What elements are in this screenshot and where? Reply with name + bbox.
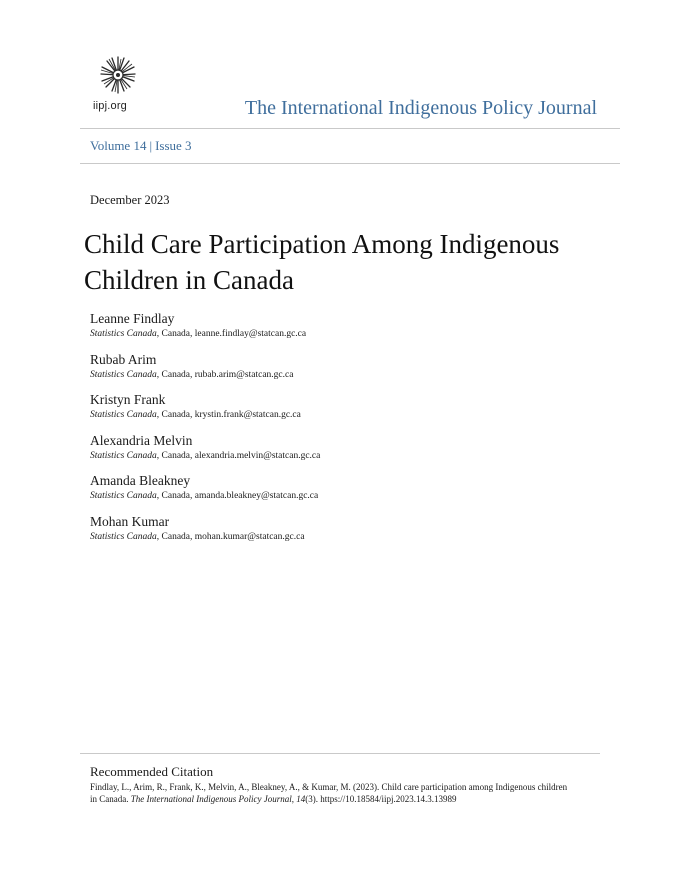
author-name: Leanne Findlay: [90, 311, 175, 326]
author-contact[interactable]: , Canada, leanne.findlay@statcan.gc.ca: [156, 329, 307, 339]
author-name: Mohan Kumar: [90, 513, 170, 529]
author-org: Statistics Canada: [90, 329, 157, 339]
author-affiliation: [90, 531, 610, 543]
author-affiliation: [90, 450, 610, 462]
author-name: Kristyn Frank: [90, 392, 166, 407]
author-contact[interactable]: , Canada, rubab.arim@statcan.gc.ca: [156, 369, 294, 380]
author-org: Statistics Canada: [90, 450, 157, 461]
citation-body: Findlay, L., Arim, R., Frank, K., Melvin, A., Bleakney, A., & Kumar, M. (2023). Child care participation among Indigenous children in Canada.: [90, 782, 568, 804]
citation-label: Recommended Citation: [90, 764, 214, 779]
sunburst-logo-icon: [99, 55, 137, 95]
header-divider-bottom: [80, 163, 620, 164]
journal-logo[interactable]: [93, 55, 143, 115]
volume-link[interactable]: Volume 14: [90, 138, 147, 153]
author-entry: [90, 472, 610, 513]
citation-journal: The International Indigenous Policy Journal, 14: [130, 793, 306, 804]
author-contact[interactable]: , Canada, mohan.kumar@statcan.gc.ca: [156, 531, 305, 542]
author-entry: [90, 351, 610, 392]
issue-info: [90, 138, 192, 154]
author-contact[interactable]: , Canada, krystin.frank@statcan.gc.ca: [156, 410, 301, 420]
publication-date: December 2023: [90, 193, 170, 207]
logo-text: iipj.org: [93, 100, 128, 112]
citation-text: [90, 782, 570, 805]
author-affiliation: [90, 369, 610, 381]
author-affiliation: [90, 409, 610, 421]
author-contact[interactable]: , Canada, alexandria.melvin@statcan.gc.ca: [156, 450, 321, 461]
author-name: Rubab Arim: [90, 351, 157, 367]
author-org: Statistics Canada: [90, 531, 157, 542]
citation-divider: [80, 753, 600, 754]
author-entry: [90, 432, 610, 473]
author-org: Statistics Canada: [90, 491, 157, 501]
article-title: Child Care Participation Among Indigenous Children in Canada: [84, 229, 560, 295]
author-org: Statistics Canada: [90, 410, 157, 420]
author-entry: [90, 310, 610, 351]
author-entry: [90, 513, 610, 554]
citation-doi[interactable]: (3). https://10.18584/iipj.2023.14.3.13989: [305, 793, 457, 804]
author-entry: [90, 391, 610, 432]
author-affiliation: [90, 490, 610, 502]
author-contact[interactable]: , Canada, amanda.bleakney@statcan.gc.ca: [156, 491, 319, 501]
author-org: Statistics Canada: [90, 369, 157, 380]
author-list: [90, 310, 610, 553]
journal-title[interactable]: The International Indigenous Policy Journal: [244, 97, 597, 119]
author-affiliation: [90, 328, 610, 340]
issue-separator: |: [149, 138, 153, 153]
issue-link[interactable]: Issue 3: [155, 138, 192, 153]
author-name: Amanda Bleakney: [90, 473, 191, 488]
author-name: Alexandria Melvin: [90, 432, 193, 448]
header-divider-top: [80, 128, 620, 129]
